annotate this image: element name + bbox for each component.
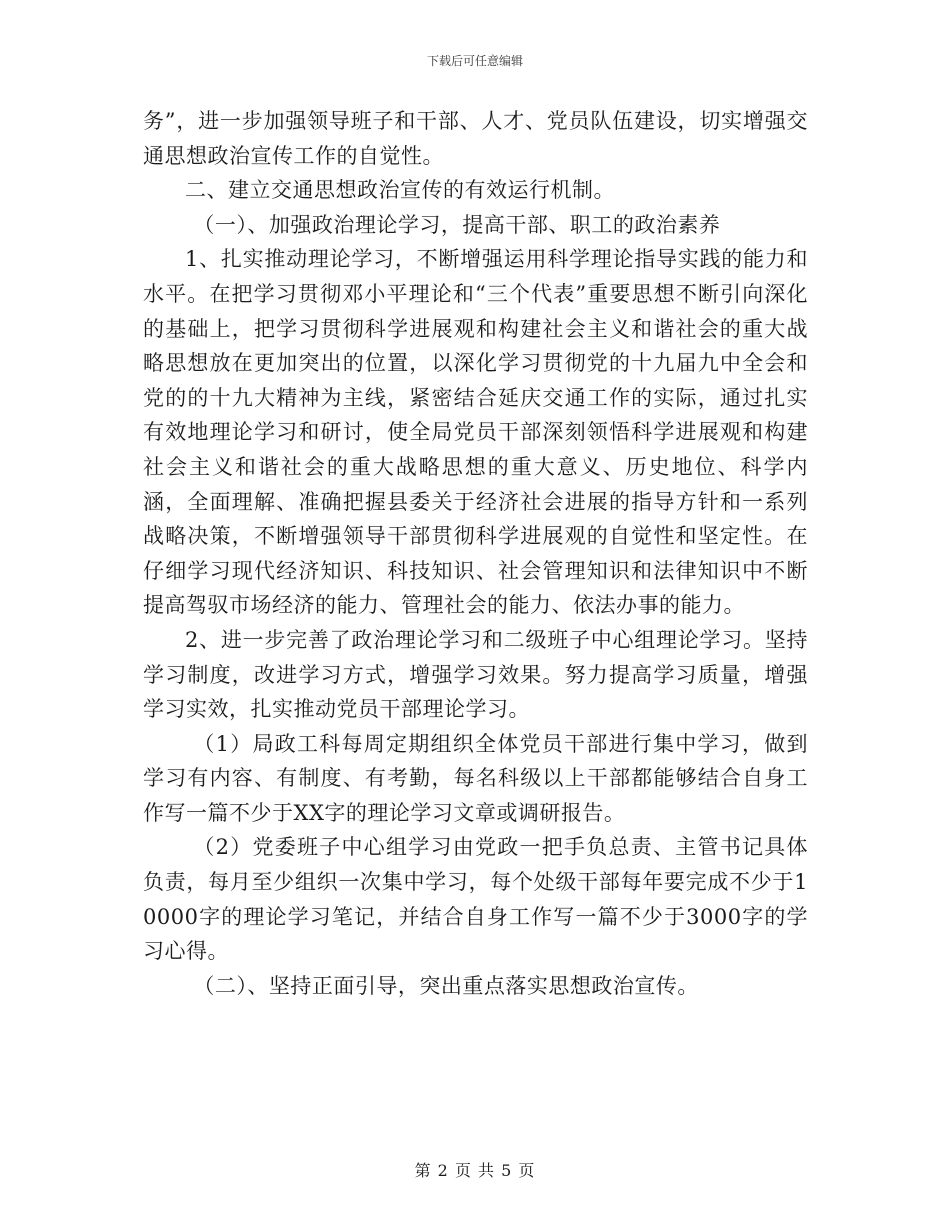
paragraph-5: 2、进一步完善了政治理论学习和二级班子中心组理论学习。坚持学习制度，改进学习方式，增强学习效果。努力提高学习质量，增强学习实效，扎实推动党员干部理论学习。 <box>143 627 808 722</box>
paragraph-4: 1、扎实推动理论学习，不断增强运用科学理论指导实践的能力和水平。在把学习贯彻邓小平理论和“三个代表”重要思想不断引向深化的基础上，把学习贯彻科学进展观和构建社会主义和谐社会的重大战略思想放在更加突出的位置，以深化学习贯彻党的十九届九中全会和党的的十九大精神为主线，紧密结合延庆交通工作的实际，通过扎实有效地理论学习和研讨，使全局党员干部深刻领悟科学进展观和构建社会主义和谐社会的重大战略思想的重大意义、历史地位、科学内涵，全面理解、准确把握县委关于经济社会进展的指导方针和一系列战略决策，不断增强领导干部贯彻科学进展观的自觉性和坚定性。在仔细学习现代经济知识、科技知识、社会管理知识和法律知识中不断提高驾驭市场经济的能力、管理社会的能力、依法办事的能力。 <box>143 247 808 618</box>
paragraph-7: （2）党委班子中心组学习由党政一把手负总责、主管书记具体负责，每月至少组织一次集中学习，每个处级干部每年要完成不少于10000字的理论学习笔记，并结合自身工作写一篇不少于3000字的学习心得。 <box>143 835 808 964</box>
page-header: 下载后可任意编辑 <box>426 54 523 68</box>
document-body <box>143 104 808 1003</box>
page-number-footer: 第 2 页 共 5 页 <box>414 1161 536 1180</box>
paragraph-8: （二）、坚持正面引导，突出重点落实思想政治宣传。 <box>193 973 699 998</box>
paragraph-2: 二、建立交通思想政治宣传的有效运行机制。 <box>185 178 615 203</box>
paragraph-1: 务”，进一步加强领导班子和干部、人才、党员队伍建设，切实增强交通思想政治宣传工作的自觉性。 <box>143 109 808 168</box>
paragraph-6: （1）局政工科每周定期组织全体党员干部进行集中学习，做到学习有内容、有制度、有考勤，每名科级以上干部都能够结合自身工作写一篇不少于XX字的理论学习文章或调研报告。 <box>143 731 808 825</box>
paragraph-3: （一）、加强政治理论学习，提高干部、职工的政治素养 <box>193 212 721 237</box>
